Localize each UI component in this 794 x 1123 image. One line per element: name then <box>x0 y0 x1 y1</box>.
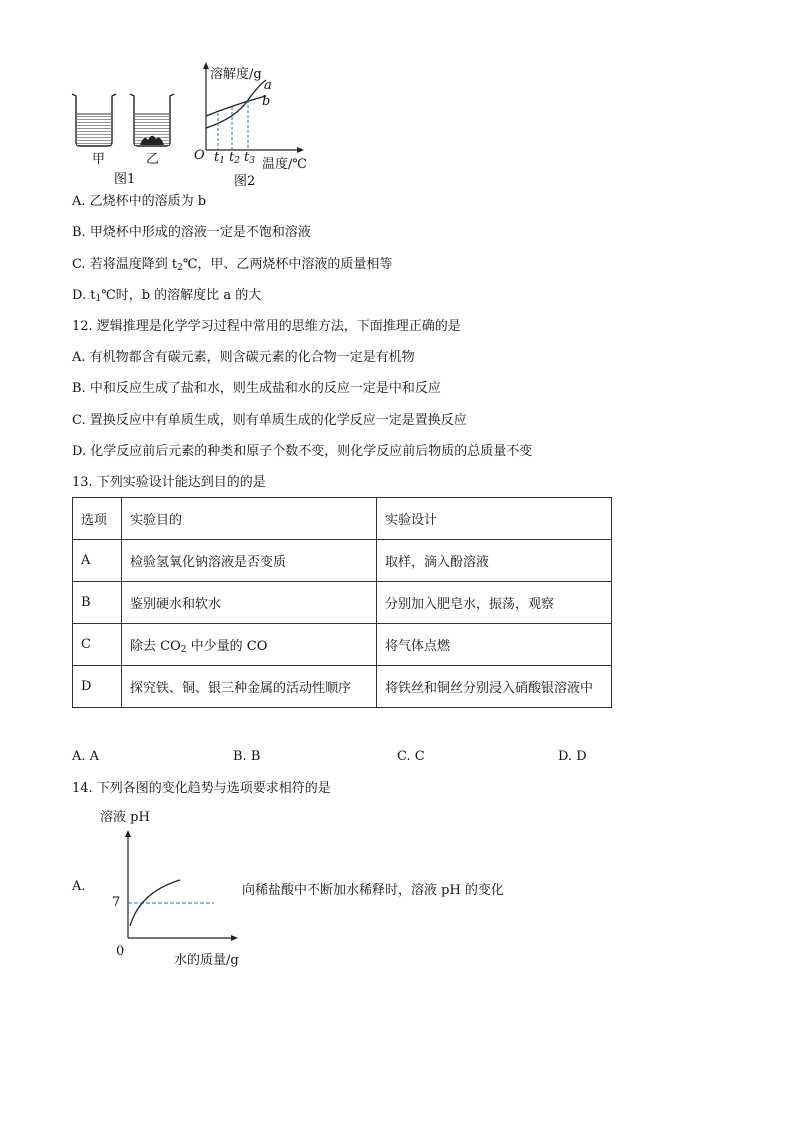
q13-table <box>72 497 612 708</box>
figure2-t2: $t_2$ <box>229 150 240 166</box>
q13-answer-d: D. D <box>558 749 587 764</box>
q11-option-c: C. 若将温度降到 $t_2℃$，甲、乙两烧杯中溶液的质量相等 <box>72 257 393 273</box>
figure2-curve-a <box>206 80 266 128</box>
q14-ph-graph <box>118 826 244 946</box>
q14-stem: 14. 下列各图的变化趋势与选项要求相符的是 <box>72 781 331 796</box>
table-row <box>73 666 612 708</box>
figure2-t1: $t_1$ <box>214 150 225 166</box>
table-row <box>73 540 612 582</box>
q13-answer-c: C. C <box>397 749 425 764</box>
table-row <box>73 582 612 624</box>
table-cell-option: A <box>73 540 122 582</box>
q12-option-a: A. 有机物都含有碳元素，则含碳元素的化合物一定是有机物 <box>72 350 415 365</box>
q14-graph-xlabel: 水的质量/g <box>174 953 239 968</box>
q12-option-d: D. 化学反应前后元素的种类和原子个数不变，则化学反应前后物质的总质量不变 <box>72 444 533 459</box>
q12-option-c: C. 置换反应中有单质生成，则有单质生成的化学反应一定是置换反应 <box>72 413 467 428</box>
beaker-yi <box>130 94 174 146</box>
figure2-ylabel: 溶解度/g <box>210 67 262 82</box>
table-header-row <box>73 498 612 540</box>
figure1-caption: 图1 <box>114 172 136 187</box>
table-header-cell: 实验目的 <box>122 498 377 540</box>
table-cell-purpose: 鉴别硬水和软水 <box>122 582 377 624</box>
table-cell-design: 取样，滴入酚溶液 <box>377 540 612 582</box>
q12-stem: 12. 逻辑推理是化学学习过程中常用的思维方法，下面推理正确的是 <box>72 319 461 334</box>
figure1-label-yi: 乙 <box>146 152 160 167</box>
table-cell-option: C <box>73 624 122 666</box>
q14-option-a-label: A. <box>72 879 86 894</box>
q14-graph-ylabel: 溶液 pH <box>100 810 150 825</box>
table-cell-purpose: 探究铁、铜、银三种金属的活动性顺序 <box>122 666 377 708</box>
q14-graph-origin: 0 <box>116 944 125 959</box>
figure2-xlabel: 温度/℃ <box>262 157 307 172</box>
q11-option-a: A. 乙烧杯中的溶质为 b <box>72 194 207 209</box>
q14-graph-y7: 7 <box>112 895 121 910</box>
table-header-cell: 选项 <box>73 498 122 540</box>
table-cell-purpose: 检验氢氧化钠溶液是否变质 <box>122 540 377 582</box>
table-cell-option: B <box>73 582 122 624</box>
q12-option-b: B. 中和反应生成了盐和水，则生成盐和水的反应一定是中和反应 <box>72 381 441 396</box>
q13-stem: 13. 下列实验设计能达到目的的是 <box>72 475 266 490</box>
table-cell-design: 将铁丝和铜丝分别浸入硝酸银溶液中 <box>377 666 612 708</box>
table-cell-purpose: 除去 $CO_2$ 中少量的 CO <box>122 624 377 666</box>
figure1-label-jia: 甲 <box>92 152 106 167</box>
q13-answer-b: B. B <box>233 749 261 764</box>
table-row <box>73 624 612 666</box>
table-cell-design: 将气体点燃 <box>377 624 612 666</box>
beaker-jia <box>72 94 116 146</box>
q13-answer-a: A. A <box>72 749 100 764</box>
figure2-curve-a-label: a <box>264 78 272 93</box>
figure2-t3: $t_3$ <box>244 150 255 166</box>
figure2-curve-b-label: b <box>262 94 271 109</box>
figure1-beakers <box>68 88 188 150</box>
figure2-origin: O <box>194 148 205 163</box>
q14-option-a-text: 向稀盐酸中不断加水稀释时，溶液 pH 的变化 <box>242 883 504 898</box>
figure2-caption: 图2 <box>234 174 256 189</box>
q11-option-b: B. 甲烧杯中形成的溶液一定是不饱和溶液 <box>72 225 311 240</box>
table-header-cell: 实验设计 <box>377 498 612 540</box>
q11-option-d: D. $t_1℃$时，b 的溶解度比 a 的大 <box>72 288 262 304</box>
table-cell-design: 分别加入肥皂水，振荡，观察 <box>377 582 612 624</box>
table-cell-option: D <box>73 666 122 708</box>
